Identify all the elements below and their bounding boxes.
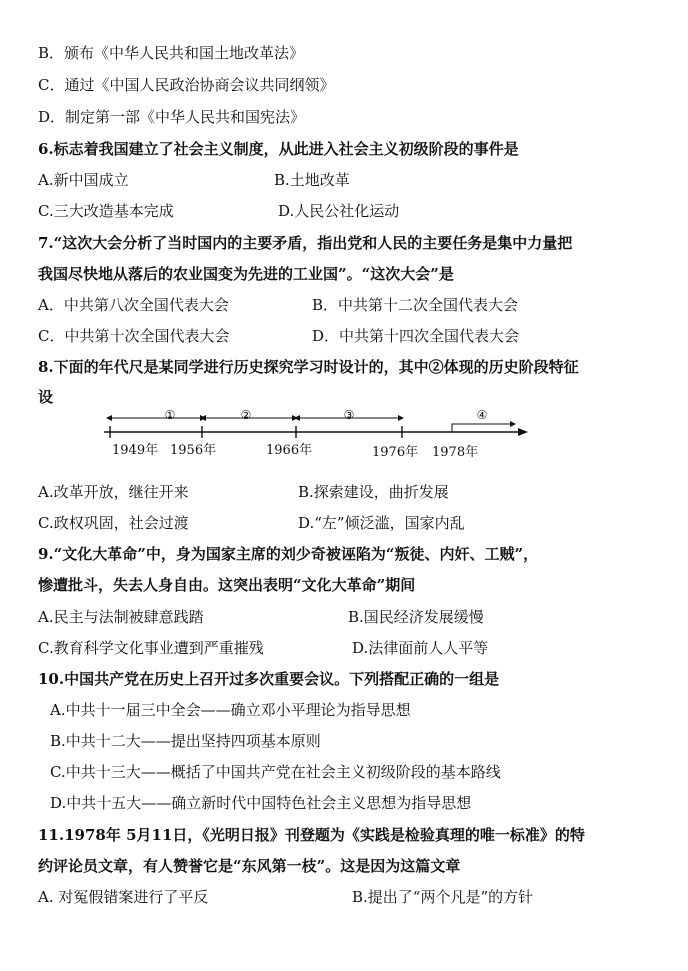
q7-option-b: B．中共第十二次全国代表大会: [312, 296, 519, 314]
q9-stem-line1: 9.“文化大革命”中，身为国家主席的刘少奇被诬陷为“叛徒、内奸、工贼”，: [38, 545, 539, 563]
q11-option-b: B.提出了“两个凡是”的方针: [352, 888, 534, 906]
q7-option-c: C．中共第十次全国代表大会: [38, 327, 230, 345]
q9-option-a: A.民主与法制被肆意践踏: [38, 608, 204, 626]
q10-option-a: A.中共十一届三中全会——确立邓小平理论为指导思想: [50, 701, 411, 719]
q5-option-d: D．制定第一部《中华人民共和国宪法》: [38, 108, 306, 126]
q10-stem: 10.中国共产党在历史上召开过多次重要会议。下列搭配正确的一组是: [38, 670, 500, 688]
q8-stem-line2: 设: [38, 388, 54, 406]
timeline-year-1976: 1976年: [372, 445, 419, 460]
q5-option-b: B．颁布《中华人民共和国土地改革法》: [38, 44, 305, 62]
timeline-segment-2: ②: [240, 408, 252, 422]
timeline-segment-3: ③: [343, 408, 355, 422]
timeline-year-1949: 1949年: [112, 443, 159, 458]
q11-stem-line2: 约评论员文章，有人赞誉它是“东风第一枝”。这是因为这篇文章: [38, 857, 461, 875]
q10-option-d: D.中共十五大——确立新时代中国特色社会主义思想为指导思想: [50, 794, 472, 812]
q5-option-c: C．通过《中国人民政治协商会议共同纲领》: [38, 76, 335, 94]
q11-stem-line1: 11.1978年 5月11日，《光明日报》刊登题为《实践是检验真理的唯一标准》的特: [38, 826, 585, 844]
q7-stem-line2: 我国尽快地从落后的农业国变为先进的工业国”。“这次大会”是: [38, 265, 454, 283]
q8-option-b: B.探索建设，曲折发展: [298, 483, 449, 501]
timeline-year-1956: 1956年: [170, 443, 217, 458]
q11-option-a: A. 对冤假错案进行了平反: [38, 888, 209, 906]
q6-stem: 6.标志着我国建立了社会主义制度，从此进入社会主义初级阶段的事件是: [38, 140, 519, 158]
timeline-segment-1: ①: [164, 408, 176, 422]
q8-stem-line1: 8.下面的年代尺是某同学进行历史探究学习时设计的，其中②体现的历史阶段特征: [38, 358, 579, 376]
timeline-year-1966: 1966年: [266, 443, 313, 458]
q6-option-d: D.人民公社化运动: [278, 202, 400, 220]
q8-option-c: C.政权巩固，社会过渡: [38, 514, 189, 532]
q9-stem-line2: 惨遭批斗，失去人身自由。这突出表明“文化大革命”期间: [38, 576, 416, 594]
timeline-ruler: [100, 404, 530, 464]
q6-option-c: C.三大改造基本完成: [38, 202, 174, 220]
q8-option-a: A.改革开放，继往开来: [38, 483, 189, 501]
q7-option-a: A．中共第八次全国代表大会: [38, 296, 229, 314]
q6-option-a: A.新中国成立: [38, 171, 129, 189]
q9-option-b: B.国民经济发展缓慢: [348, 608, 484, 626]
q9-option-c: C.教育科学文化事业遭到严重摧残: [38, 639, 264, 657]
q10-option-c: C.中共十三大——概括了中国共产党在社会主义初级阶段的基本路线: [50, 763, 501, 781]
q8-option-d: D.“左”倾泛滥，国家内乱: [298, 514, 465, 532]
q9-option-d: D.法律面前人人平等: [352, 639, 489, 657]
q7-stem-line1: 7.“这次大会分析了当时国内的主要矛盾，指出党和人民的主要任务是集中力量把: [38, 234, 573, 252]
timeline-segment-4: ④: [476, 408, 488, 422]
q10-option-b: B.中共十二大——提出坚持四项基本原则: [50, 732, 321, 750]
q6-option-b: B.土地改革: [274, 171, 350, 189]
timeline-year-1978: 1978年: [432, 445, 479, 460]
q7-option-d: D．中共第十四次全国代表大会: [312, 327, 520, 345]
